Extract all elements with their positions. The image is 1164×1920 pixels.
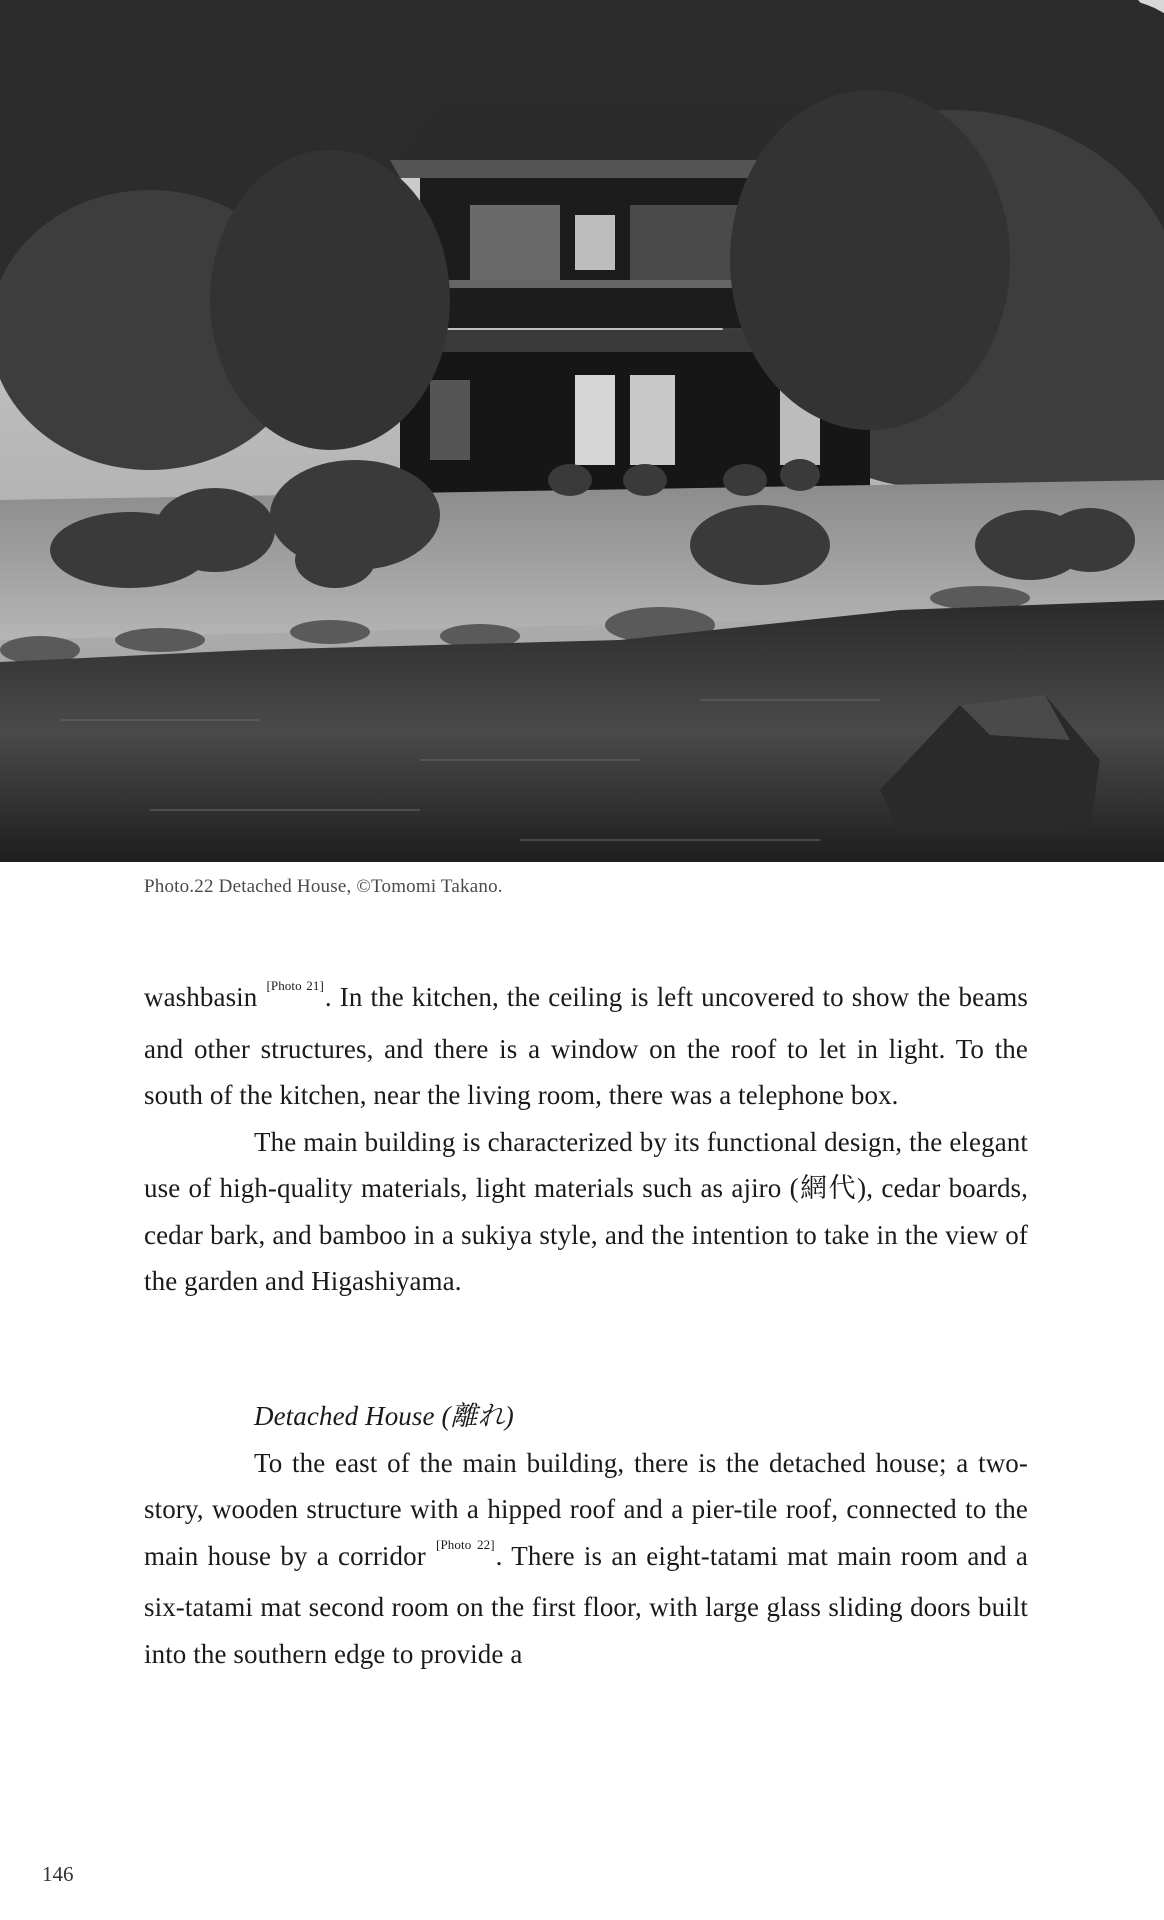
paragraph-1-start: washbasin (144, 982, 266, 1012)
paragraph-1 (144, 974, 1028, 1119)
paragraph-3-rest: . There is an eight-tatami mat main room and a six-tatami mat second room on the first floor, with large glass sliding doors built into the southern edge to provide a (144, 1540, 1028, 1669)
detached-house-photo (0, 0, 1164, 862)
body-text-block-2 (144, 1393, 1028, 1677)
paragraph-3-start: To the east of the main building, there is the detached house; a two-story, wooden structure with a hipped roof and a pier-tile roof, connected to the main house by a corridor (144, 1447, 1028, 1571)
paragraph-3 (144, 1440, 1028, 1678)
page-number: 146 (42, 1862, 74, 1886)
section-heading: Detached House (離れ) (254, 1401, 514, 1431)
photo-21-reference: [Photo 21] (266, 978, 324, 993)
photo-22-reference: [Photo 22] (436, 1536, 495, 1552)
paragraph-1-rest: . In the kitchen, the ceiling is left uncovered to show the beams and other structures, and there is a window on the roof to let in light. To the south of the kitchen, near the living room, there was a telephone box. (144, 982, 1029, 1110)
body-text-block-1 (144, 974, 1028, 1305)
paragraph-2: The main building is characterized by its functional design, the elegant use of high-quality materials, light materials such as ajiro (網代), cedar boards, cedar bark, and bamboo in a sukiya style, and the intention to take in the view of the garden and Higashiyama. (144, 1126, 1028, 1296)
photo-caption: Photo.22 Detached House, ©Tomomi Takano. (144, 876, 503, 897)
garden-house-photo-drawing (0, 0, 1164, 862)
